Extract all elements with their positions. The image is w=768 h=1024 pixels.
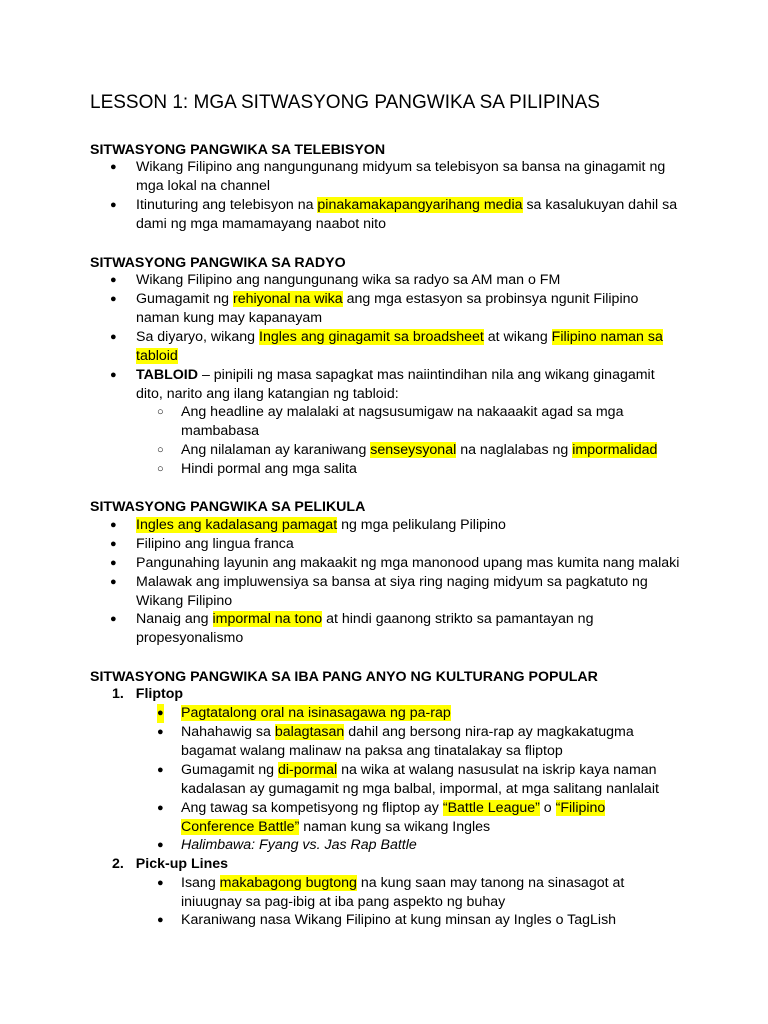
- circle-bullet-icon: ○: [157, 444, 164, 456]
- sub-list-item: ○ Ang headline ay malalaki at nagsusumigaw na nakaaakit agad sa mga mambabasa: [157, 404, 624, 439]
- highlighted-text: rehiyonal na wika: [233, 291, 343, 307]
- highlighted-text: “Filipino Conference Battle”: [181, 800, 606, 835]
- bullet-icon: ●: [110, 576, 117, 588]
- section-heading-popular: SITWASYONG PANGWIKA SA IBA PANG ANYO NG KULTURANG POPULAR: [90, 669, 598, 685]
- bullet-icon: ●: [110, 161, 117, 173]
- highlighted-text: impormal na tono: [212, 611, 323, 627]
- bullet-icon: ●: [110, 613, 117, 625]
- bullet-icon: ●: [110, 557, 117, 569]
- numbered-item-fliptop: [112, 685, 183, 704]
- list-item: ● Wikang Filipino ang nangungunang wika sa radyo sa AM man o FM: [110, 272, 561, 288]
- list-item: ● TABLOID – pinipili ng masa sapagkat mas naiintindihan nila ang wikang ginagamit dito, narito ang ilang katangian ng tabloid:: [110, 367, 655, 402]
- section-heading-telebisyon: SITWASYONG PANGWIKA SA TELEBISYON: [90, 142, 386, 158]
- bullet-icon: ●: [110, 519, 117, 531]
- highlighted-text: makabagong bugtong: [219, 875, 357, 891]
- bold-term: TABLOID: [136, 367, 198, 383]
- list-item: ● Malawak ang impluwensiya sa bansa at siya ring naging midyum sa pagkatuto ng Wikang Filipino: [110, 574, 648, 609]
- list-item: ● Karaniwang nasa Wikang Filipino at kung minsan ay Ingles o TagLish: [157, 912, 617, 928]
- list-item: ● Pangunahing layunin ang makaakit ng mga manonood upang mas kumita nang malaki: [110, 555, 680, 571]
- bullet-icon: ●: [157, 914, 164, 926]
- bullet-icon: ●: [110, 293, 117, 305]
- bullet-icon: ●: [110, 274, 117, 286]
- list-item: ● Ang tawag sa kompetisyong ng fliptop ay “Battle League” o “Filipino Conference Battle” naman kung sa wikang Ingles: [157, 800, 606, 835]
- section-heading-radyo: SITWASYONG PANGWIKA SA RADYO: [90, 255, 346, 271]
- list-item: ● Itinuturing ang telebisyon na pinakamakapangyarihang media sa kasalukuyan dahil sa dami ng mga mamamayang naabot nito: [110, 197, 678, 232]
- bullet-icon: ●: [157, 726, 164, 738]
- highlighted-text: impormalidad: [572, 442, 658, 458]
- bullet-icon: ●: [110, 199, 117, 211]
- page-title: LESSON 1: MGA SITWASYONG PANGWIKA SA PILIPINAS: [90, 92, 600, 113]
- bullet-icon: ●: [157, 704, 164, 723]
- bullet-icon: ●: [110, 538, 117, 550]
- highlighted-text: Pagtatalong oral na isinasagawa ng pa-rap: [181, 705, 451, 721]
- list-item: ● Sa diyaryo, wikang Ingles ang ginagamit sa broadsheet at wikang Filipino naman sa tabloid: [110, 329, 663, 364]
- numbered-item-pickup-lines: [112, 855, 228, 874]
- bullet-icon: ●: [110, 331, 117, 343]
- highlighted-text: Filipino naman sa tabloid: [136, 329, 663, 364]
- bullet-icon: ●: [157, 764, 164, 776]
- section-heading-pelikula: SITWASYONG PANGWIKA SA PELIKULA: [90, 499, 366, 515]
- circle-bullet-icon: ○: [157, 463, 164, 475]
- circle-bullet-icon: ○: [157, 406, 164, 418]
- highlighted-text: balagtasan: [274, 724, 345, 740]
- highlighted-text: Ingles ang ginagamit sa broadsheet: [259, 329, 484, 345]
- bullet-icon: ●: [157, 839, 164, 851]
- highlighted-text: “Battle League”: [442, 800, 540, 816]
- list-item: ● Filipino ang lingua franca: [110, 536, 294, 552]
- list-item: ● Isang makabagong bugtong na kung saan may tanong na sinasagot at iniuugnay sa pag-ibig at iba pang aspekto ng buhay: [157, 875, 625, 910]
- list-number: 2.: [112, 856, 124, 872]
- list-item: ● Nanaig ang impormal na tono at hindi gaanong strikto sa pamantayan ng propesyonalismo: [110, 611, 594, 646]
- highlighted-text: Ingles ang kadalasang pamagat: [136, 517, 338, 533]
- bullet-icon: ●: [157, 802, 164, 814]
- example-text: Halimbawa: Fyang vs. Jas Rap Battle: [181, 837, 417, 853]
- list-number: 1.: [112, 686, 124, 702]
- bullet-icon: ●: [110, 369, 117, 381]
- list-item: ● Ingles ang kadalasang pamagat ng mga pelikulang Pilipino: [110, 517, 506, 533]
- highlighted-text: pinakamakapangyarihang media: [317, 197, 523, 213]
- numbered-item-label: Fliptop: [135, 686, 184, 702]
- numbered-item-label: Pick-up Lines: [135, 856, 229, 872]
- bullet-icon: ●: [157, 877, 164, 889]
- list-item: [157, 836, 681, 855]
- highlighted-text: di-pormal: [278, 762, 338, 778]
- list-item: ● Wikang Filipino ang nangungunang midyum sa telebisyon sa bansa na ginagamit ng mga lokal na channel: [110, 159, 666, 194]
- list-item: ● Nahahawig sa balagtasan dahil ang bersong nira-rap ay magkakatugma bagamat walang malinaw na paksa ang tinatalakay sa fliptop: [157, 724, 634, 759]
- sub-list-item: ○ Hindi pormal ang mga salita: [157, 461, 357, 477]
- highlighted-text: senseysyonal: [370, 442, 457, 458]
- list-item: ● Gumagamit ng di-pormal na wika at walang nasusulat na iskrip kaya naman kadalasan ay gumagamit ng mga balbal, impormal, at mga salitang nanlalait: [157, 762, 659, 797]
- sub-list-item: ○ Ang nilalaman ay karaniwang senseysyonal na naglalabas ng impormalidad: [157, 442, 658, 458]
- list-item: [157, 704, 681, 723]
- list-item: ● Gumagamit ng rehiyonal na wika ang mga estasyon sa probinsya ngunit Filipino naman kung may kapanayam: [110, 291, 639, 326]
